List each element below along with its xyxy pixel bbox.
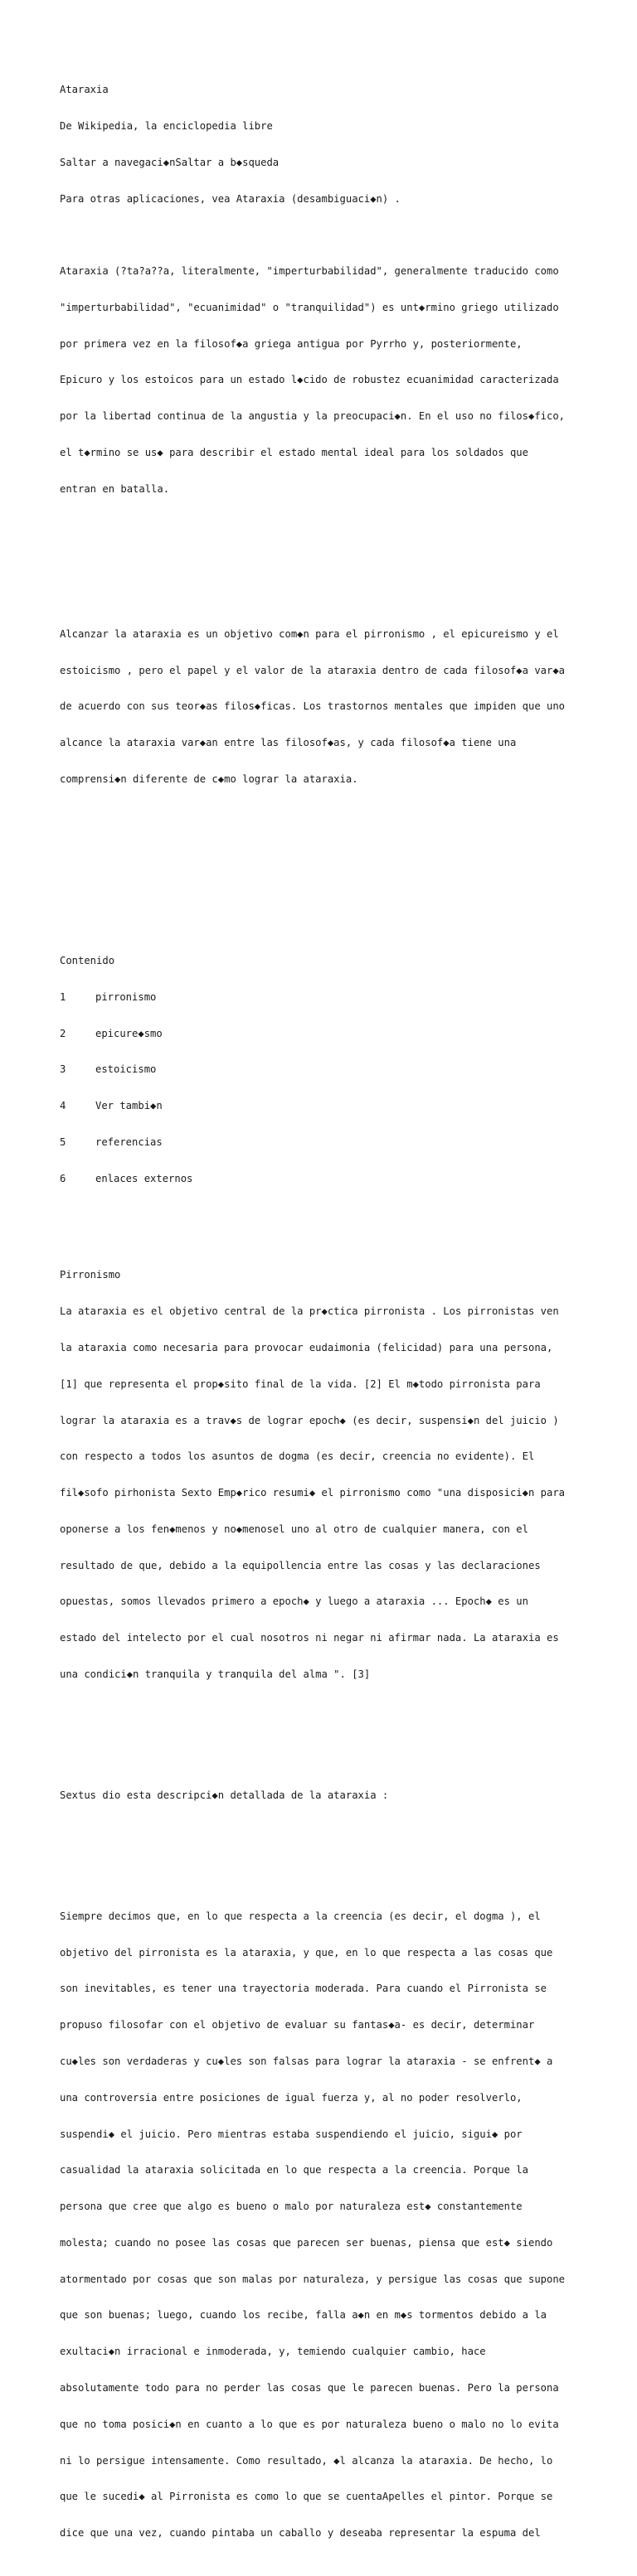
spacer xyxy=(60,1838,632,1850)
quote-line: suspendi◆ el juicio. Pero mientras estaba suspendiendo el juicio, sigui◆ por xyxy=(60,2128,523,2140)
toc-item[interactable] xyxy=(60,1173,632,1185)
second-paragraph xyxy=(60,604,632,810)
intro-line: por primera vez en la filosof◆a griega antigua por Pyrrho y, posteriormente, xyxy=(60,337,523,350)
toc-number: 3 xyxy=(60,1063,66,1076)
quote-line: atormentado por cosas que son malas por naturaleza, y persigue las cosas que supone xyxy=(60,2273,566,2285)
paragraph-line: estoicismo , pero el papel y el valor de la ataraxia dentro de cada filosof◆a var◆a xyxy=(60,664,566,676)
toc-number: 6 xyxy=(60,1172,66,1184)
toc-item[interactable] xyxy=(60,1063,632,1076)
toc-item[interactable] xyxy=(60,1136,632,1149)
quote-line: son inevitables, es tener una trayectoria moderada. Para cuando el Pirronista se xyxy=(60,1983,547,1995)
intro-line: Epicuro y los estoicos para un estado l◆cido de robustez ecuanimidad caracterizada xyxy=(60,374,559,386)
quote-line: que no toma posici◆n en cuanto a lo que es por naturaleza bueno o malo no lo evita xyxy=(60,2418,559,2430)
article-source: De Wikipedia, la enciclopedia libre xyxy=(60,119,273,132)
quote-line: casualidad la ataraxia solicitada en lo que respecta a la creencia. Porque la xyxy=(60,2164,528,2177)
quote-line: objetivo del pirronista es la ataraxia, y que, en lo que respecta a las cosas que xyxy=(60,1946,553,1959)
section-line: La ataraxia es el objetivo central de la pr◆ctica pirronista . Los pirronistas ven xyxy=(60,1305,559,1318)
toc-label: estoicismo xyxy=(95,1063,157,1076)
section-line: la ataraxia como necesaria para provocar eudaimonia (felicidad) para una persona, xyxy=(60,1341,553,1353)
quote-line: persona que cree que algo es bueno o malo por naturaleza est◆ constantemente xyxy=(60,2201,523,2213)
toc-label: epicure◆smo xyxy=(95,1027,163,1039)
quote-line: exultaci◆n irracional e inmoderada, y, temiendo cualquier cambio, hace xyxy=(60,2346,486,2358)
paragraph-line: Alcanzar la ataraxia es un objetivo com◆n para el pirronismo , el epicureismo y el xyxy=(60,627,559,640)
toc-label: pirronismo xyxy=(95,990,157,1003)
toc-label: referencias xyxy=(95,1135,163,1148)
section-line: una condici◆n tranquila y tranquila del alma ". [3] xyxy=(60,1668,371,1680)
article-title: Ataraxia xyxy=(60,84,109,96)
toc-number: 4 xyxy=(60,1100,66,1112)
quote-line: propuso filosofar con el objetivo de evaluar su fantas◆a- es decir, determinar xyxy=(60,2019,535,2031)
toc-heading: Contenido xyxy=(60,954,115,966)
intro-line: Ataraxia (?ta?a??a, literalmente, "imperturbabilidad", generalmente traducido como xyxy=(60,265,559,278)
section-line: con respecto a todos los asuntos de dogma (es decir, creencia no evidente). El xyxy=(60,1450,535,1463)
intro-line: el t◆rmino se us◆ para describir el estado mental ideal para los soldados que xyxy=(60,447,528,458)
section-heading: Pirronismo xyxy=(60,1269,121,1281)
section-pirronismo xyxy=(60,1245,632,1705)
spacer xyxy=(60,846,632,859)
paragraph-line: comprensi◆n diferente de c◆mo lograr la ataraxia. xyxy=(60,773,358,786)
spacer xyxy=(60,555,632,568)
spacer xyxy=(60,882,632,894)
toc-number: 2 xyxy=(60,1027,66,1039)
quote-line: absolutamente todo para no perder las cosas que le parecen buenas. Pero la persona xyxy=(60,2382,559,2394)
document-page xyxy=(60,60,632,2576)
intro-paragraph xyxy=(60,241,632,520)
section-line: fil◆sofo pirhonista Sexto Emp◆rico resumi◆ el pirronismo como "una disposici◆n para xyxy=(60,1487,566,1499)
quote-line: cu◆les son verdaderas y cu◆les son falsas para lograr la ataraxia - se enfrent◆ a xyxy=(60,2055,553,2067)
table-of-contents xyxy=(60,931,632,1209)
toc-number: 5 xyxy=(60,1135,66,1148)
quote-line: que son buenas; luego, cuando los recibe, falla a◆n en m◆s tormentos debido a la xyxy=(60,2309,547,2322)
paragraph-line: alcance la ataraxia var◆an entre las filosof◆as, y cada filosof◆a tiene una xyxy=(60,737,517,749)
intro-line: "imperturbabilidad", "ecuanimidad" o "tranquilidad") es unt◆rmino griego utilizado xyxy=(60,301,559,313)
quote-line: molesta; cuando no posee las cosas que parecen ser buenas, piensa que est◆ siendo xyxy=(60,2236,553,2249)
quote-line: una controversia entre posiciones de igual fuerza y, al no poder resolverlo, xyxy=(60,2091,523,2104)
section-line: oponerse a los fen◆menos y no◆menosel uno al otro de cualquier manera, con el xyxy=(60,1523,528,1535)
quote-line: ni lo persigue intensamente. Como resultado, ◆l alcanza la ataraxia. De hecho, lo xyxy=(60,2454,553,2467)
section-line: estado del intelecto por el cual nosotros ni negar ni afirmar nada. La ataraxia es xyxy=(60,1632,559,1644)
toc-item[interactable] xyxy=(60,991,632,1004)
intro-line: por la libertad continua de la angustia y la preocupaci◆n. En el uso no filos◆fico, xyxy=(60,410,566,423)
paragraph-line: de acuerdo con sus teor◆as filos◆ficas. Los trastornos mentales que impiden que uno xyxy=(60,700,566,713)
toc-item[interactable] xyxy=(60,1100,632,1112)
section-line: resultado de que, debido a la equipollencia entre las cosas y las declaraciones xyxy=(60,1559,541,1571)
intro-line: entran en batalla. xyxy=(60,482,170,495)
toc-item[interactable] xyxy=(60,1028,632,1040)
quote-line: Siempre decimos que, en lo que respecta a la creencia (es decir, el dogma ), el xyxy=(60,1910,541,1922)
spacer xyxy=(60,1741,632,1754)
quote-line: que le sucedi◆ al Pirronista es como lo que se cuentaApelles el pintor. Porque se xyxy=(60,2491,553,2503)
toc-label: Ver tambi◆n xyxy=(95,1100,163,1112)
disambiguation-note: Para otras aplicaciones, vea Ataraxia (desambiguaci◆n) . xyxy=(60,192,401,205)
section-line: lograr la ataraxia es a trav◆s de lograr epoch◆ (es decir, suspensi◆n del juicio ) xyxy=(60,1414,559,1426)
sextus-intro: Sextus dio esta descripci◆n detallada de la ataraxia : xyxy=(60,1789,389,1801)
quote-line: dice que una vez, cuando pintaba un caballo y deseaba representar la espuma del xyxy=(60,2527,541,2540)
sextus-quote xyxy=(60,1886,632,2564)
toc-number: 1 xyxy=(60,990,66,1003)
section-line: opuestas, somos llevados primero a epoch◆ y luego a ataraxia ... Epoch◆ es un xyxy=(60,1595,528,1608)
toc-label: enlaces externos xyxy=(95,1172,193,1184)
section-line: [1] que representa el prop◆sito final de la vida. [2] El m◆todo pirronista para xyxy=(60,1378,541,1390)
skip-links: Saltar a navegaci◆nSaltar a b◆squeda xyxy=(60,156,280,168)
